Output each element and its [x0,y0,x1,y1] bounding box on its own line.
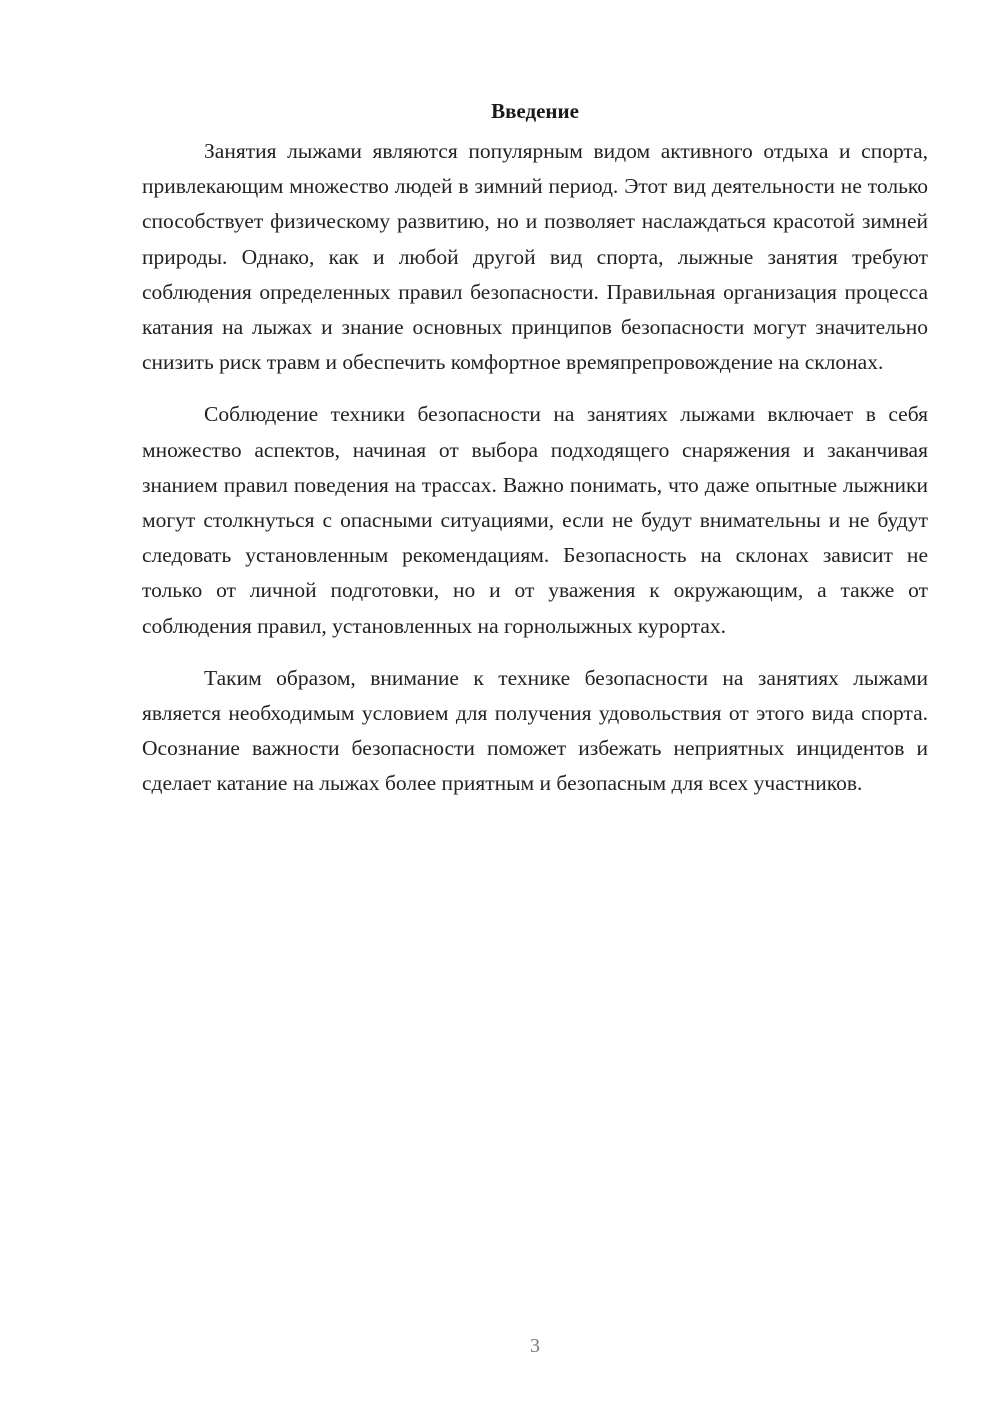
page-number: 3 [530,1335,540,1357]
paragraph-1: Занятия лыжами являются популярным видом активного отдыха и спорта, привлекающим множество людей в зимний период. Этот вид деятельности не только способствует физическому развитию, но и позволяет наслаждаться красотой зимней природы. Однако, как и любой другой вид спорта, лыжные занятия требуют соблюдения определенных правил безопасности. Правильная организация процесса катания на лыжах и знание основных принципов безопасности могут значительно снизить риск травм и обеспечить комфортное времяпрепровождение на склонах. [142,139,928,375]
section-title: Введение [491,99,579,123]
paragraph-2: Соблюдение техники безопасности на занятиях лыжами включает в себя множество аспектов, начиная от выбора подходящего снаряжения и заканчивая знанием правил поведения на трассах. Важно понимать, что даже опытные лыжники могут столкнуться с опасными ситуациями, если не будут внимательны и не будут следовать установленным рекомендациям. Безопасность на склонах зависит не только от личной подготовки, но и от уважения к окружающим, а также от соблюдения правил, установленных на горнолыжных курортах. [142,402,928,638]
paragraph-3: Таким образом, внимание к технике безопасности на занятиях лыжами является необходимым условием для получения удовольствия от этого вида спорта. Осознание важности безопасности поможет избежать неприятных инцидентов и сделает катание на лыжах более приятным и безопасным для всех участников. [142,665,928,796]
page-content [142,96,928,819]
